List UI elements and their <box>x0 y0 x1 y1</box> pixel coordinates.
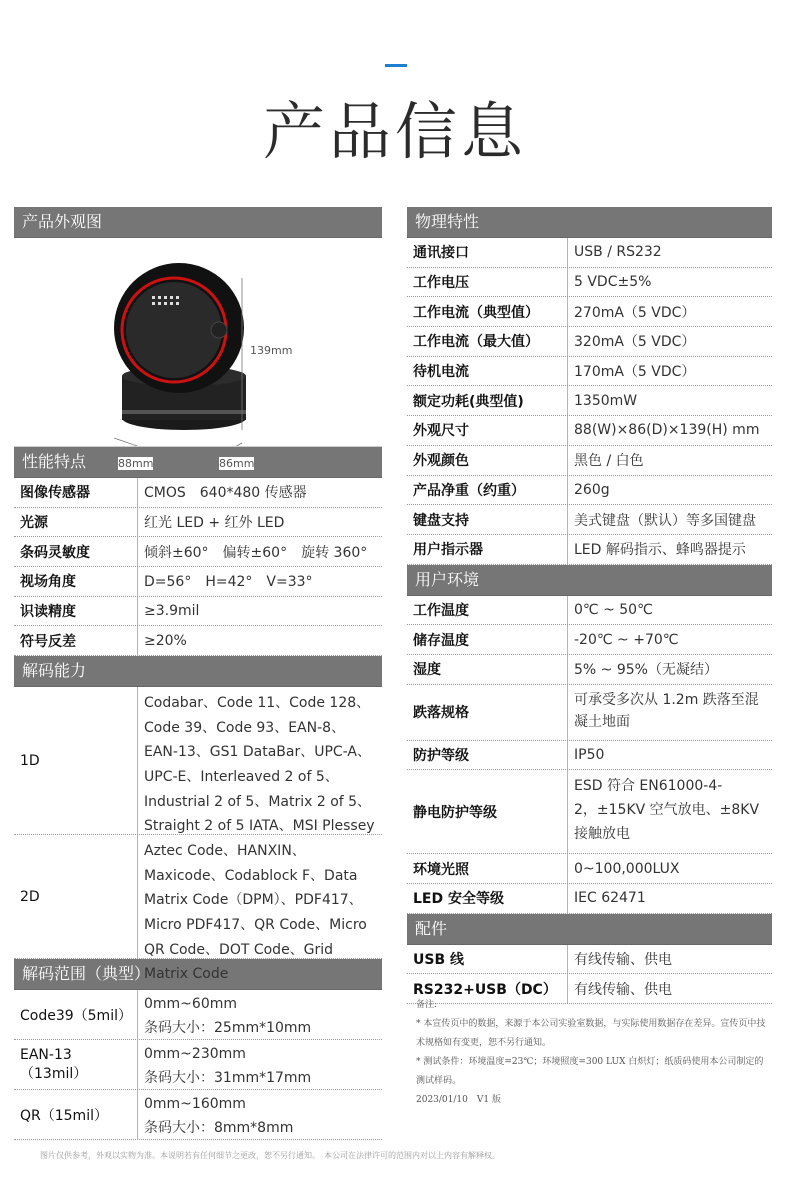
spec-key: 防护等级 <box>407 741 568 770</box>
spec-row <box>14 687 382 835</box>
range-barcode-size: 条码大小：25mm*10mm <box>144 1020 312 1037</box>
spec-row <box>14 537 382 567</box>
spec-value: 170mA（5 VDC） <box>574 364 696 381</box>
height-dim-label: 139mm <box>250 344 293 357</box>
spec-row <box>407 297 772 327</box>
spec-value: 320mA（5 VDC） <box>574 334 696 351</box>
spec-row <box>407 505 772 535</box>
spec-key: 工作电压 <box>407 268 568 297</box>
spec-row <box>407 446 772 476</box>
spec-value: 1350mW <box>574 392 638 409</box>
spec-value: 5 VDC±5% <box>574 274 652 291</box>
spec-row <box>407 655 772 685</box>
spec-row <box>14 508 382 538</box>
spec-row <box>14 567 382 597</box>
spec-key: 跌落规格 <box>407 685 568 740</box>
spec-value: CMOS 640*480 传感器 <box>144 485 307 502</box>
spec-row <box>407 476 772 506</box>
appearance-heading: 产品外观图 <box>14 207 382 238</box>
spec-key: 2D <box>14 835 138 958</box>
spec-row <box>407 416 772 446</box>
spec-key: 图像传感器 <box>14 478 138 507</box>
spec-row <box>407 854 772 884</box>
spec-key: Code39（5mil） <box>14 990 138 1039</box>
spec-row <box>407 357 772 387</box>
notes-label: 备注: <box>416 1000 438 1010</box>
spec-value: 有线传输、供电 <box>574 952 672 969</box>
spec-value: ≥3.9mil <box>144 603 200 620</box>
spec-row <box>407 884 772 914</box>
spec-key: LED 安全等级 <box>407 884 568 913</box>
spec-key: EAN-13（13mil） <box>14 1040 138 1089</box>
spec-value <box>138 1090 382 1139</box>
spec-key: 湿度 <box>407 655 568 684</box>
range-barcode-size: 条码大小：31mm*17mm <box>144 1070 312 1087</box>
left-column <box>14 207 382 1140</box>
scanner-base-stripe <box>122 410 246 414</box>
spec-row <box>14 1090 382 1140</box>
scanner-illustration <box>14 238 382 446</box>
title-accent-bar <box>385 64 407 67</box>
depth-dim-label: 86mm <box>219 457 255 470</box>
spec-value: 260g <box>574 481 610 498</box>
scanner-speaker <box>211 322 227 338</box>
depth-dim-line <box>204 443 242 446</box>
spec-key: 外观尺寸 <box>407 416 568 445</box>
spec-row <box>407 386 772 416</box>
spec-value: IEC 62471 <box>574 890 646 907</box>
spec-value: D=56° H=42° V=33° <box>144 574 313 591</box>
spec-value: 美式键盘（默认）等多国键盘 <box>574 512 756 529</box>
spec-key: 符号反差 <box>14 626 138 655</box>
spec-value: Codabar、Code 11、Code 128、Code 39、Code 93、EAN-8、EAN-13、GS1 DataBar、UPC-A、UPC-E、Interleaved 2 of 5、Industrial 2 of 5、Matrix 2 of 5、Straight 2 of 5 IATA、MSI Plessey <box>144 695 375 835</box>
spec-value: 黑色 / 白色 <box>574 453 644 470</box>
spec-value: 红光 LED + 红外 LED <box>144 515 285 532</box>
spec-key: 工作温度 <box>407 596 568 625</box>
spec-key: 键盘支持 <box>407 505 568 534</box>
spec-key: 1D <box>14 687 138 834</box>
accessories-heading: 配件 <box>407 914 772 945</box>
spec-value: USB / RS232 <box>574 244 662 261</box>
spec-row <box>407 945 772 975</box>
spec-key: 外观颜色 <box>407 446 568 475</box>
spec-row <box>14 478 382 508</box>
spec-key: QR（15mil） <box>14 1090 138 1139</box>
right-column <box>407 207 772 1004</box>
spec-row <box>14 626 382 656</box>
environment-heading: 用户环境 <box>407 565 772 596</box>
spec-value: 0~100,000LUX <box>574 860 680 877</box>
spec-key: 用户指示器 <box>407 535 568 564</box>
spec-value: 有线传输、供电 <box>574 981 672 998</box>
spec-row <box>407 268 772 298</box>
notes-line-1: * 本宣传页中的数据，来源于本公司实验室数据，与实际使用数据存在差异。宣传页中技术规格如有变更，恕不另行通知。 <box>416 1019 766 1048</box>
spec-row <box>407 535 772 565</box>
range-distance: 0mm~160mm <box>144 1096 246 1113</box>
spec-key: RS232+USB（DC） <box>407 974 568 1003</box>
spec-value: ESD 符合 EN61000-4-2，±15KV 空气放电、±8KV 接触放电 <box>574 778 760 843</box>
spec-key: 条码灵敏度 <box>14 537 138 566</box>
range-heading: 解码范围（典型） <box>14 959 382 990</box>
spec-value: ≥20% <box>144 632 187 649</box>
spec-key: 产品净重（约重） <box>407 476 568 505</box>
footer-disclaimer: 图片仅供参考，外观以实物为准。本说明若有任何细节之更改，恕不另行通知。 本公司在法律许可的范围内对以上内容有解释权。 <box>40 1151 500 1160</box>
spec-row <box>407 327 772 357</box>
range-distance: 0mm~230mm <box>144 1046 246 1063</box>
spec-key: 光源 <box>14 508 138 537</box>
spec-key: 待机电流 <box>407 357 568 386</box>
physical-heading: 物理特性 <box>407 207 772 238</box>
notes-block <box>416 996 766 1110</box>
page-title: 产品信息 <box>262 95 527 168</box>
spec-row <box>407 685 772 741</box>
width-dim-label: 88mm <box>118 457 154 470</box>
spec-row <box>407 238 772 268</box>
spec-value: 270mA（5 VDC） <box>574 304 696 321</box>
range-distance: 0mm~60mm <box>144 996 238 1013</box>
spec-row <box>14 1040 382 1090</box>
spec-value: 0℃ ~ 50℃ <box>574 601 653 618</box>
performance-heading: 性能特点 <box>14 447 382 478</box>
spec-row <box>407 596 772 626</box>
spec-value <box>138 1040 382 1089</box>
spec-key: 工作电流（最大值） <box>407 327 568 356</box>
spec-key: USB 线 <box>407 945 568 974</box>
spec-row <box>407 770 772 854</box>
spec-row <box>14 990 382 1040</box>
spec-row <box>14 597 382 627</box>
spec-key: 识读精度 <box>14 597 138 626</box>
spec-key: 工作电流（典型值） <box>407 297 568 326</box>
spec-key: 环境光照 <box>407 854 568 883</box>
spec-value: 5% ~ 95%（无凝结） <box>574 662 718 679</box>
spec-key: 额定功耗(典型值) <box>407 386 568 415</box>
spec-key: 储存温度 <box>407 625 568 654</box>
scanner-window <box>126 282 222 378</box>
spec-value: 88(W)×86(D)×139(H) mm <box>574 422 760 439</box>
spec-value <box>138 990 382 1039</box>
notes-line-2: * 测试条件：环境温度=23℃；环境照度=300 LUX 白炽灯；纸质码使用本公司制定的测试样码。 <box>416 1057 764 1086</box>
notes-date: 2023/01/10 V1 版 <box>416 1095 501 1105</box>
spec-row <box>407 625 772 655</box>
spec-value: IP50 <box>574 746 605 763</box>
spec-row <box>407 741 772 771</box>
range-barcode-size: 条码大小：8mm*8mm <box>144 1120 294 1137</box>
spec-value: -20℃ ~ +70℃ <box>574 631 679 648</box>
spec-value: LED 解码指示、蜂鸣器提示 <box>574 542 746 559</box>
spec-key: 视场角度 <box>14 567 138 596</box>
decode-heading: 解码能力 <box>14 656 382 687</box>
width-dim-line <box>114 438 189 446</box>
spec-value: Aztec Code、HANXIN、Maxicode、Codablock F、Data Matrix Code（DPM）、PDF417、Micro PDF417、QR Code、Micro QR Code、DOT Code、Grid Matrix Code <box>144 843 367 983</box>
spec-value: 倾斜±60° 偏转±60° 旋转 360° <box>144 544 368 561</box>
spec-key: 通讯接口 <box>407 238 568 267</box>
spec-value: 可承受多次从 1.2m 跌落至混凝土地面 <box>574 691 759 730</box>
spec-key: 静电防护等级 <box>407 770 568 853</box>
